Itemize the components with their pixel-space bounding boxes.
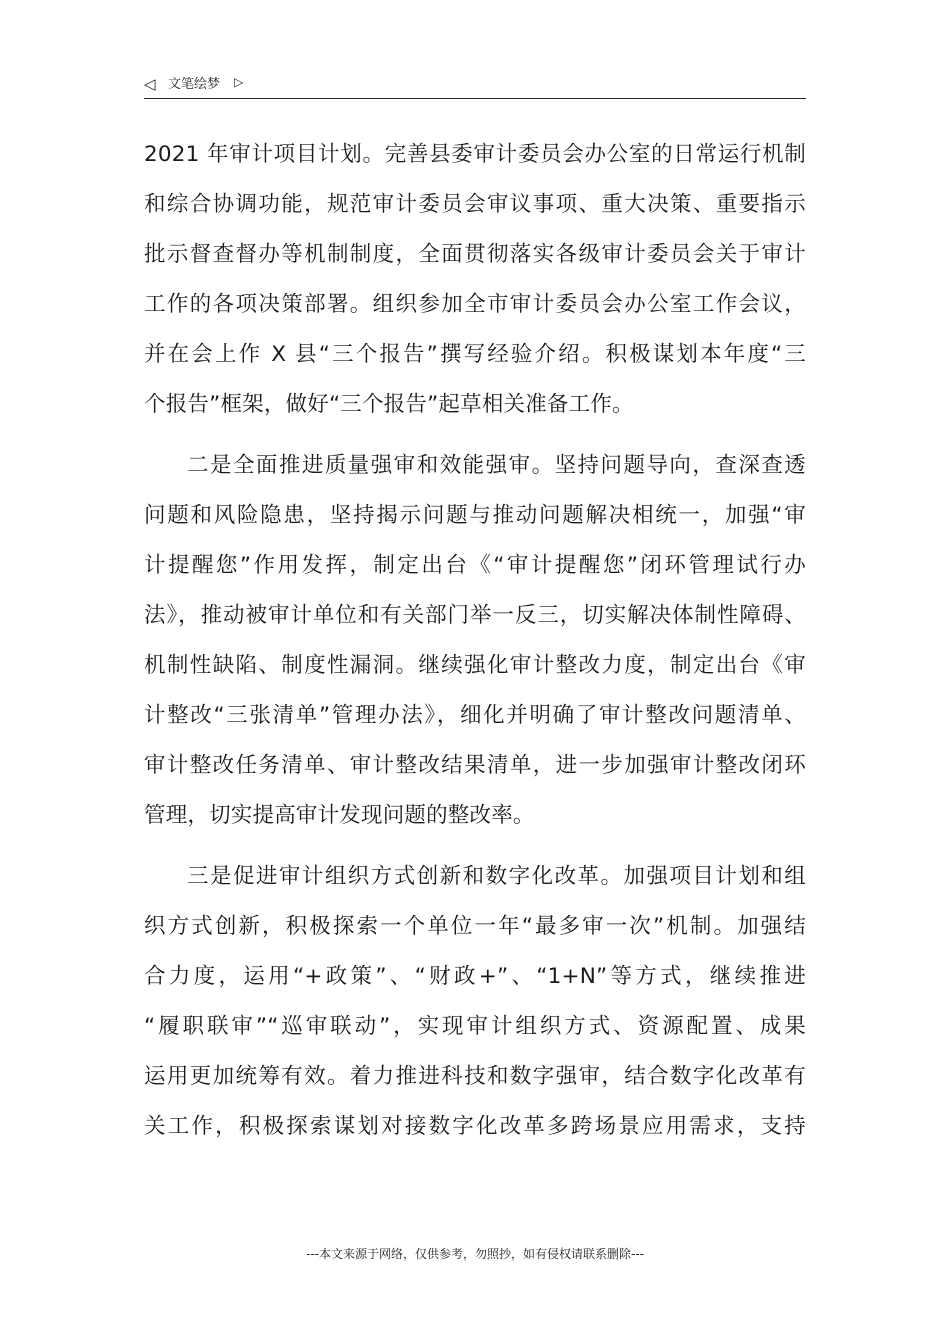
- text-line: “履职联审”“巡审联动”，实现审计组织方式、资源配置、成果: [144, 1014, 806, 1039]
- text-line: 并在会上作 X 县“三个报告”撰写经验介绍。积极谋划本年度“三: [144, 342, 806, 367]
- document-body: [144, 130, 806, 1152]
- paragraph-1: [144, 130, 806, 430]
- text-line: 审计整改任务清单、审计整改结果清单，进一步加强审计整改闭环: [144, 753, 806, 778]
- text-line: 计整改“三张清单”管理办法》，细化并明确了审计整改问题清单、: [144, 703, 806, 728]
- text-line: 个报告”框架，做好“三个报告”起草相关准备工作。: [144, 392, 634, 417]
- text-line: 管理，切实提高审计发现问题的整改率。: [144, 803, 535, 828]
- text-line: 织方式创新，积极探索一个单位一年“最多审一次”机制。加强结: [144, 914, 806, 939]
- text-line: 机制性缺陷、制度性漏洞。继续强化审计整改力度，制定出台《审: [144, 653, 806, 678]
- left-triangle-icon: ◁: [144, 75, 156, 93]
- text-line: 运用更加统筹有效。着力推进科技和数字强审，结合数字化改革有: [144, 1064, 806, 1089]
- header-brand: 文笔绘梦: [168, 77, 221, 92]
- text-line: 三是促进审计组织方式创新和数字化改革。加强项目计划和组: [187, 864, 806, 889]
- page-footer-disclaimer: ---本文来源于网络，仅供参考，勿照抄，如有侵权请联系删除---: [306, 1247, 644, 1261]
- text-line: 工作的各项决策部署。组织参加全市审计委员会办公室工作会议，: [144, 292, 806, 317]
- paragraph-2: [144, 441, 806, 841]
- text-line: 计提醒您”作用发挥，制定出台《“审计提醒您”闭环管理试行办: [144, 553, 806, 578]
- right-triangle-icon: ▷: [234, 75, 244, 89]
- text-line: 法》，推动被审计单位和有关部门举一反三，切实解决体制性障碍、: [144, 603, 806, 628]
- text-line: 和综合协调功能，规范审计委员会审议事项、重大决策、重要指示: [144, 192, 806, 217]
- text-line: 问题和风险隐患，坚持揭示问题与推动问题解决相统一，加强“审: [144, 503, 806, 528]
- text-line: 关工作，积极探索谋划对接数字化改革多跨场景应用需求，支持: [144, 1114, 806, 1139]
- paragraph-3: [144, 852, 806, 1152]
- text-line: 2021 年审计项目计划。完善县委审计委员会办公室的日常运行机制: [144, 142, 806, 167]
- text-line: 二是全面推进质量强审和效能强审。坚持问题导向，查深查透: [187, 453, 806, 478]
- text-line: 批示督查督办等机制制度，全面贯彻落实各级审计委员会关于审计: [144, 242, 806, 267]
- text-line: 合力度，运用“+政策”、“财政+”、“1+N”等方式，继续推进: [144, 964, 806, 989]
- page-header: [144, 72, 806, 99]
